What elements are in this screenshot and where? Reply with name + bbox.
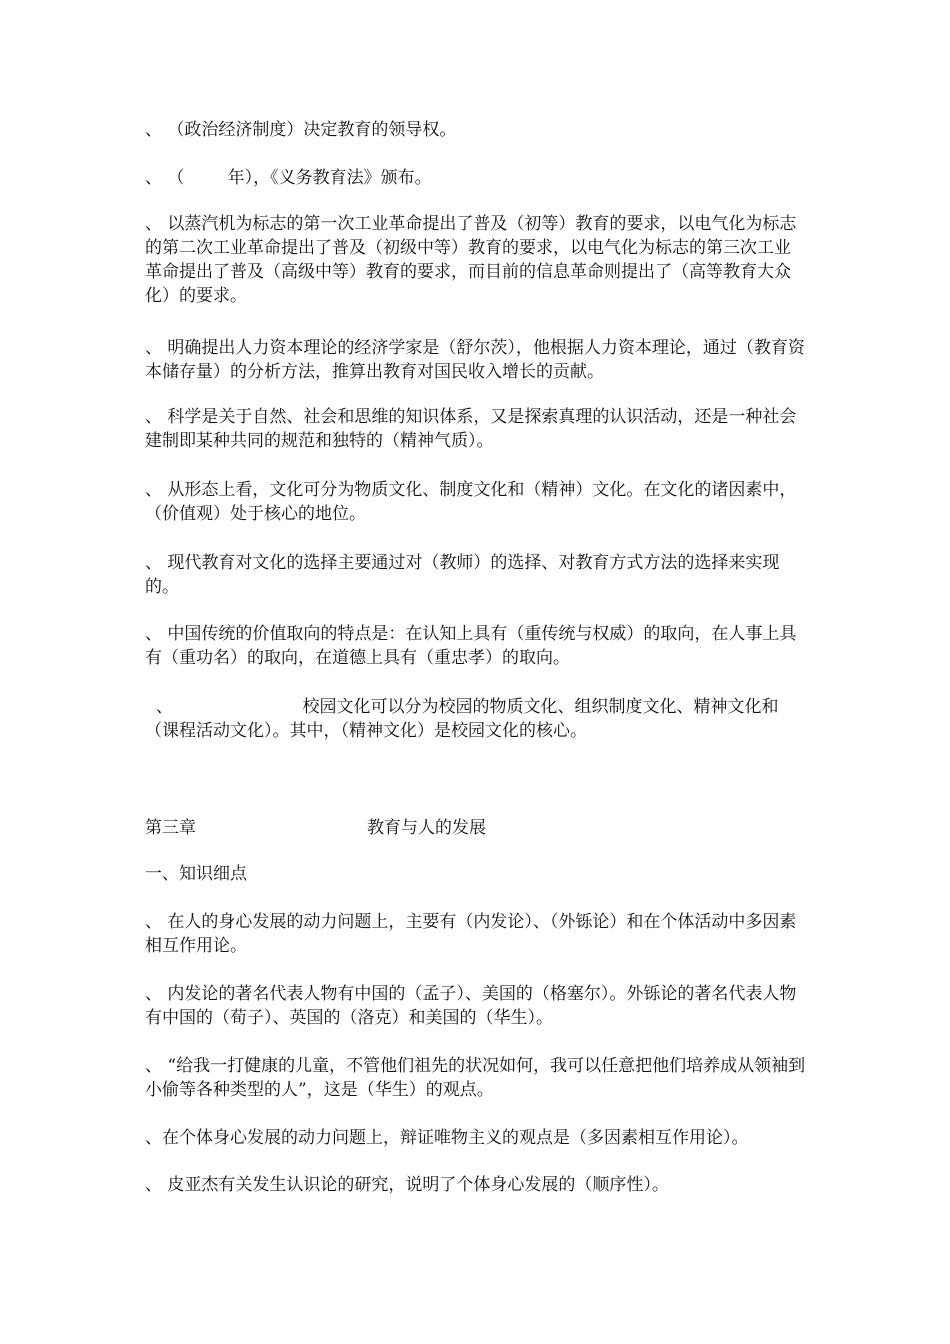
paragraph-10: 、 在人的身心发展的动力问题上，主要有（内发论）、（外铄论）和在个体活动中多因素相互作用论。 — [145, 912, 797, 956]
section-heading: 一、知识细点 — [145, 864, 247, 884]
paragraph-13: 、在个体身心发展的动力问题上，辩证唯物主义的观点是（多因素相互作用论）。 — [145, 1128, 749, 1148]
paragraph-8: 、 中国传统的价值取向的特点是：在认知上具有（重传统与权威）的取向，在人事上具有（重功名）的取向，在道德上具有（重忠孝）的取向。 — [145, 624, 797, 668]
chapter-number: 第三章 — [145, 818, 196, 838]
chapter-heading — [145, 816, 486, 840]
chapter-title: 教育与人的发展 — [367, 818, 486, 838]
paragraph-5: 、 科学是关于自然、社会和思维的知识体系，又是探索真理的认识活动，还是一种社会建制即某种共同的规范和独特的（精神气质）。 — [145, 407, 797, 451]
paragraph-11: 、 内发论的著名代表人物有中国的（孟子）、美国的（格塞尔）。外铄论的著名代表人物有中国的（荀子）、英国的（洛克）和美国的（华生）。 — [145, 984, 797, 1028]
paragraph-7: 、 现代教育对文化的选择主要通过对（教师）的选择、对教育方式方法的选择来实现的。 — [145, 553, 780, 597]
paragraph-9: 、 校园文化可以分为校园的物质文化、组织制度文化、精神文化和（课程活动文化）。其中，（精神文化）是校园文化的核心。 — [145, 697, 779, 741]
paragraph-14: 、 皮亚杰有关发生认识论的研究，说明了个体身心发展的（顺序性）。 — [145, 1175, 669, 1195]
paragraph-2: 、 （ 年），《义务教育法》颁布。 — [145, 168, 432, 188]
paragraph-6: 、 从形态上看，文化可分为物质文化、制度文化和（精神）文化。在文化的诸因素中，（价值观）处于核心的地位。 — [145, 480, 797, 524]
paragraph-4: 、 明确提出人力资本理论的经济学家是（舒尔茨），他根据人力资本理论，通过（教育资本储存量）的分析方法，推算出教育对国民收入增长的贡献。 — [145, 338, 805, 382]
paragraph-12: 、 “给我一打健康的儿童，不管他们祖先的状况如何，我可以任意把他们培养成从领袖到小偷等各种类型的人”，这是（华生）的观点。 — [145, 1056, 806, 1100]
paragraph-3: 、 以蒸汽机为标志的第一次工业革命提出了普及（初等）教育的要求，以电气化为标志的第二次工业革命提出了普及（初级中等）教育的要求，以电气化为标志的第三次工业革命提出了普及（高级中等）教育的要求，而目前的信息革命则提出了（高等教育大众化）的要求。 — [145, 214, 797, 306]
paragraph-1: 、 （政治经济制度）决定教育的领导权。 — [145, 120, 457, 140]
